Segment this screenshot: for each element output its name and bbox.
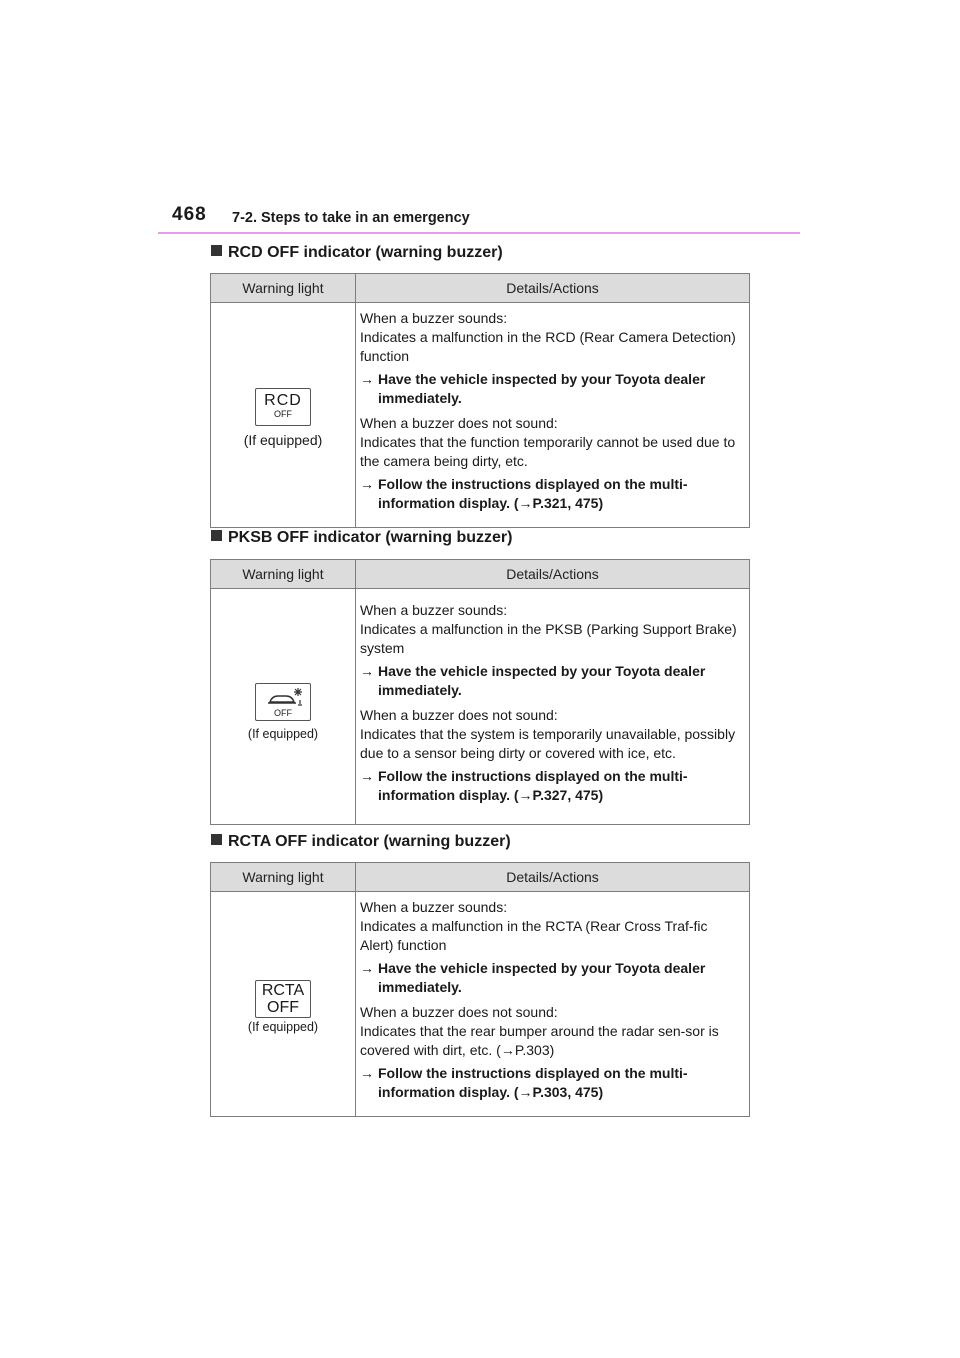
col-details-actions: Details/Actions <box>356 274 750 303</box>
if-equipped-label: (If equipped) <box>247 726 319 741</box>
arrow-icon: → <box>360 662 374 679</box>
col-details-actions: Details/Actions <box>356 863 750 892</box>
ref-arrow-icon: → <box>518 1084 533 1100</box>
section-title-pksb: PKSB OFF indicator (warning buzzer) <box>211 529 512 547</box>
rcta-warning-table <box>210 862 750 1117</box>
ref-arrow-icon: → <box>518 495 533 511</box>
if-equipped-label: (If equipped) <box>247 1020 319 1034</box>
details-cell: When a buzzer sounds: Indicates a malfunction in the PKSB (Parking Support Brake) system → Have the vehicle inspected by your Toyota dealer immediately. When a buzzer does not sound: Indicates that the system is temporarily unavailable, possibly due to a sensor being dirty or covered with ice, etc. → Follow the instructions displayed on the multi-information display. (→P.327, 475) <box>356 589 750 825</box>
details-cell: When a buzzer sounds: Indicates a malfunction in the RCTA (Rear Cross Traf-fic Alert) function → Have the vehicle inspected by your Toyota dealer immediately. When a buzzer does not sound: Indicates that the rear bumper around the radar sen-sor is covered with dirt, etc. (→P.303) → Follow the instructions displayed on the multi-information display. (→P.303, 475) <box>356 892 750 1117</box>
header-divider <box>158 232 800 234</box>
warning-light-cell <box>211 303 356 528</box>
square-bullet-icon <box>211 834 222 845</box>
square-bullet-icon <box>211 245 222 256</box>
action-follow-instructions: → Follow the instructions displayed on the multi-information display. (→P.321, 475) <box>360 476 688 511</box>
action-follow-instructions: → Follow the instructions displayed on the multi-information display. (→P.327, 475) <box>360 767 688 803</box>
arrow-icon: → <box>360 476 374 492</box>
if-equipped-label: (If equipped) <box>243 432 323 448</box>
pksb-warning-table <box>210 559 750 825</box>
col-warning-light: Warning light <box>211 560 356 589</box>
arrow-icon: → <box>360 960 374 976</box>
action-follow-instructions: → Follow the instructions displayed on the multi-information display. (→P.303, 475) <box>360 1065 688 1100</box>
pksb-off-icon <box>255 683 311 721</box>
section-title-rcd: RCD OFF indicator (warning buzzer) <box>211 244 503 262</box>
rcta-off-icon: RCTA OFF <box>255 980 311 1018</box>
square-bullet-icon <box>211 530 222 541</box>
section-title-rcta: RCTA OFF indicator (warning buzzer) <box>211 833 511 851</box>
arrow-icon: → <box>360 371 374 387</box>
action-inspect: → Have the vehicle inspected by your Toyota dealer immediately. <box>360 960 706 995</box>
warning-light-cell <box>211 589 356 825</box>
arrow-icon: → <box>360 767 374 784</box>
rcd-off-icon: RCD OFF <box>255 388 311 426</box>
action-inspect: → Have the vehicle inspected by your Toyota dealer immediately. <box>360 662 706 698</box>
col-warning-light: Warning light <box>211 863 356 892</box>
col-details-actions: Details/Actions <box>356 560 750 589</box>
car-brake-icon <box>256 684 310 720</box>
col-warning-light: Warning light <box>211 274 356 303</box>
warning-light-cell <box>211 892 356 1117</box>
arrow-icon: → <box>360 1065 374 1081</box>
details-cell: When a buzzer sounds: Indicates a malfunction in the RCD (Rear Camera Detection) function → Have the vehicle inspected by your Toyota dealer immediately. When a buzzer does not sound: Indicates that the function temporarily cannot be used due to the camera being dirty, etc. → Follow the instructions displayed on the multi-information display. (→P.321, 475) <box>356 303 750 528</box>
page-header <box>172 204 802 234</box>
rcd-warning-table <box>210 273 750 528</box>
chapter-title: 7-2. Steps to take in an emergency <box>232 210 470 226</box>
ref-arrow-icon: → <box>518 786 533 803</box>
svg-text:OFF: OFF <box>274 707 292 718</box>
ref-arrow-icon: → <box>500 1042 515 1058</box>
page-number: 468 <box>172 204 207 225</box>
action-inspect: → Have the vehicle inspected by your Toyota dealer immediately. <box>360 371 706 406</box>
